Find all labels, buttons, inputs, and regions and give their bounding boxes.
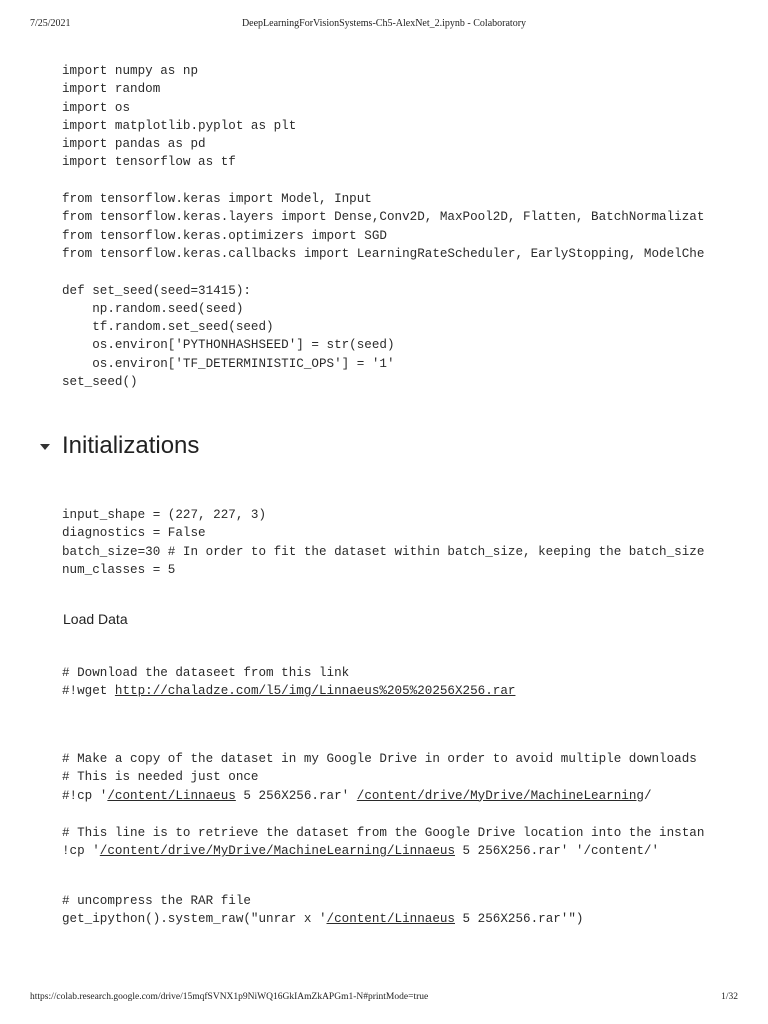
- code-line: tf.random.set_seed(seed): [62, 320, 274, 335]
- code-line: import pandas as pd: [62, 137, 206, 152]
- code-text: /: [643, 788, 652, 803]
- code-text: 5 256X256.rar' '/content/': [455, 844, 660, 859]
- init-code-cell: [62, 506, 704, 579]
- code-line: from tensorflow.keras.optimizers import SGD: [62, 228, 387, 243]
- code-line: # Download the dataseet from this link: [62, 666, 350, 680]
- copy-code-cell: [62, 750, 697, 805]
- path-link[interactable]: /content/Linnaeus: [326, 912, 455, 927]
- section-title: Initializations: [62, 432, 200, 459]
- code-line: from tensorflow.keras.callbacks import LearningRateScheduler, EarlyStopping, ModelChe: [62, 246, 705, 261]
- imports-code-cell: [62, 62, 704, 391]
- retrieve-code-cell: [62, 824, 704, 861]
- code-line: # Make a copy of the dataset in my Google Drive in order to avoid multiple downloads: [62, 752, 697, 766]
- code-line: import numpy as np: [62, 64, 199, 78]
- code-line: set_seed(): [62, 375, 138, 390]
- code-line: import tensorflow as tf: [62, 155, 236, 170]
- code-line: batch_size=30 # In order to fit the dataset within batch_size, keeping the batch_size: [62, 544, 705, 559]
- unrar-code-cell: [62, 892, 583, 929]
- code-line: def set_seed(seed=31415):: [62, 283, 251, 298]
- dataset-link[interactable]: http://chaladze.com/l5/img/Linnaeus%205%20256X256.rar: [114, 684, 516, 699]
- load-data-heading: Load Data: [63, 611, 128, 627]
- document-title: DeepLearningForVisionSystems-Ch5-AlexNet_2.ipynb - Colaboratory: [241, 18, 527, 29]
- code-line: [62, 172, 704, 190]
- code-line: import random: [62, 82, 161, 97]
- code-text: 5 256X256.rar': [235, 788, 357, 803]
- code-line: input_shape = (227, 227, 3): [62, 508, 267, 522]
- code-line: os.environ['PYTHONHASHSEED'] = str(seed): [62, 338, 395, 353]
- code-line: from tensorflow.keras import Model, Input: [62, 192, 372, 207]
- code-line: from tensorflow.keras.layers import Dense,Conv2D, MaxPool2D, Flatten, BatchNormalizat: [62, 210, 705, 225]
- page-number: 1/32: [721, 992, 738, 1002]
- path-link[interactable]: /content/Linnaeus: [107, 788, 236, 803]
- code-line: diagnostics = False: [62, 526, 206, 541]
- code-line: import os: [62, 100, 131, 115]
- code-line: import matplotlib.pyplot as plt: [62, 118, 297, 133]
- code-line: # This is needed just once: [62, 770, 259, 785]
- code-text: get_ipython().system_raw("unrar x ': [62, 912, 327, 927]
- download-code-cell: [62, 664, 515, 701]
- code-line: [62, 787, 697, 805]
- code-line: np.random.seed(seed): [62, 301, 244, 316]
- collapse-caret-icon[interactable]: [40, 444, 50, 450]
- code-line: # This line is to retrieve the dataset from the Google Drive location into the instan: [62, 826, 705, 840]
- code-line: [62, 910, 583, 928]
- code-line: os.environ['TF_DETERMINISTIC_OPS'] = '1': [62, 356, 395, 371]
- section-initializations[interactable]: [40, 432, 199, 460]
- path-link[interactable]: /content/drive/MyDrive/MachineLearning: [356, 788, 644, 803]
- code-text: 5 256X256.rar'"): [455, 912, 584, 927]
- footer-url: https://colab.research.google.com/drive/15mqfSVNX1p9NiWQ16GkIAmZkAPGm1-N#printMode=true: [30, 992, 429, 1002]
- print-date: 7/25/2021: [30, 18, 71, 29]
- path-link[interactable]: /content/drive/MyDrive/MachineLearning/Linnaeus: [99, 844, 455, 859]
- code-text: !cp ': [62, 844, 100, 859]
- code-text: #!cp ': [62, 788, 108, 803]
- code-line: [62, 682, 515, 700]
- code-line: # uncompress the RAR file: [62, 894, 251, 908]
- code-line: num_classes = 5: [62, 562, 176, 577]
- code-line: [62, 263, 704, 281]
- code-text: #!wget: [62, 684, 115, 699]
- code-line: [62, 842, 704, 860]
